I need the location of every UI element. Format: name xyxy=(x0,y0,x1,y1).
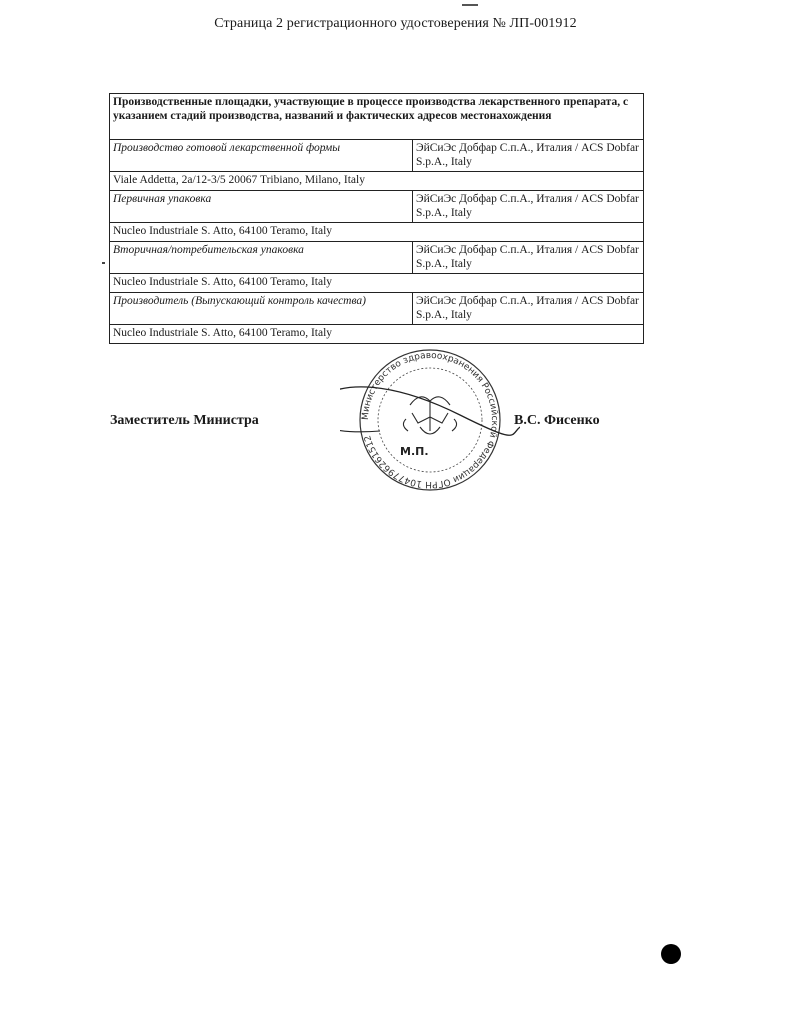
table-row xyxy=(110,274,644,293)
official-stamp xyxy=(340,345,520,495)
stage-cell: Вторичная/потребительская упаковка xyxy=(110,242,413,274)
production-sites-table xyxy=(109,93,644,344)
stamp-ring-text: Министерство здравоохранения Российской Федерации ОГРН 1047796261512 xyxy=(360,350,500,490)
signatory-position: Заместитель Министра xyxy=(110,413,259,428)
table-row xyxy=(110,293,644,325)
address-cell: Nucleo Industriale S. Atto, 64100 Teramo, Italy xyxy=(110,274,644,293)
table-row xyxy=(110,172,644,191)
table-title: Производственные площадки, участвующие в процессе производства лекарственного препарата, с указанием стадий производства, названий и фактических адресов местонахождения xyxy=(110,94,644,140)
table-row xyxy=(110,140,644,172)
signatory-name: В.С. Фисенко xyxy=(514,413,600,428)
table-title-row xyxy=(110,94,644,140)
stage-cell: Производство готовой лекарственной формы xyxy=(110,140,413,172)
company-cell: ЭйСиЭс Добфар С.п.А., Италия / ACS Dobfar S.p.A., Italy xyxy=(413,140,644,172)
table-row xyxy=(110,191,644,223)
table-row xyxy=(110,223,644,242)
table-row xyxy=(110,242,644,274)
page-header: Страница 2 регистрационного удостоверения № ЛП-001912 xyxy=(214,16,577,31)
company-cell: ЭйСиЭс Добфар С.п.А., Италия / ACS Dobfar S.p.A., Italy xyxy=(413,293,644,325)
address-cell: Nucleo Industriale S. Atto, 64100 Teramo, Italy xyxy=(110,223,644,242)
margin-mark xyxy=(102,262,105,264)
stage-cell: Первичная упаковка xyxy=(110,191,413,223)
eagle-emblem-icon xyxy=(403,397,456,434)
address-cell: Viale Addetta, 2a/12-3/5 20067 Tribiano, Milano, Italy xyxy=(110,172,644,191)
stage-cell: Производитель (Выпускающий контроль качества) xyxy=(110,293,413,325)
table-row xyxy=(110,325,644,344)
page-dot-mark xyxy=(661,944,681,964)
company-cell: ЭйСиЭс Добфар С.п.А., Италия / ACS Dobfar S.p.A., Italy xyxy=(413,242,644,274)
stamp-center-text: М.П. xyxy=(400,445,429,458)
company-cell: ЭйСиЭс Добфар С.п.А., Италия / ACS Dobfar S.p.A., Italy xyxy=(413,191,644,223)
scan-artifact xyxy=(462,4,478,6)
address-cell: Nucleo Industriale S. Atto, 64100 Teramo, Italy xyxy=(110,325,644,344)
